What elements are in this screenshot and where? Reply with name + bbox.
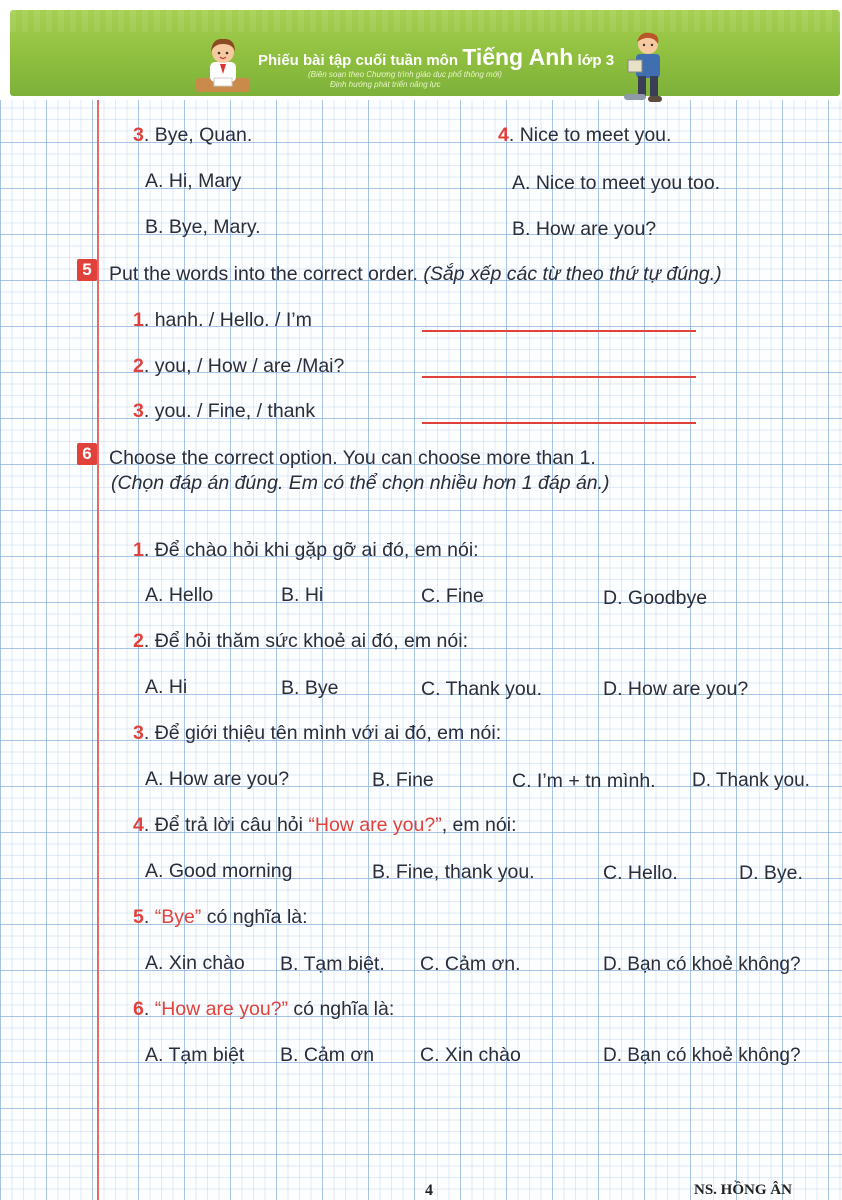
prev-q4-option-a: A. Nice to meet you too. — [512, 172, 721, 194]
ex6-q1-number: 1 — [133, 539, 144, 561]
prev-q3-text: . Bye, Quan. — [143, 124, 253, 146]
ex6-q2-option-c[interactable]: C. Thank you. — [421, 678, 543, 700]
ex6-q1-option-c[interactable]: C. Fine — [421, 585, 484, 607]
ex6-q6-option-d[interactable]: D. Bạn có khoẻ không? — [603, 1045, 801, 1066]
ex5-item-2 — [133, 355, 344, 378]
prev-q4 — [498, 124, 671, 147]
ex6-q4-quote: “How are you?” — [308, 814, 442, 836]
title-subject: Tiếng Anh — [462, 44, 574, 70]
page-number: 4 — [425, 1182, 433, 1199]
ex6-q5-text-post: có nghĩa là: — [201, 906, 308, 928]
ex6-instruction-en: Choose the correct option. You can choose more than 1. — [109, 447, 596, 469]
ex6-instruction-vi: (Chọn đáp án đúng. Em có thể chọn nhiều hơn 1 đáp án.) — [111, 472, 610, 494]
prev-q4-option-b: B. How are you? — [512, 218, 657, 240]
exercise-5-instruction — [109, 263, 722, 286]
ex6-q5-option-b[interactable]: B. Tạm biệt. — [280, 953, 385, 975]
ex6-q1 — [133, 539, 479, 562]
ex5-item-3-number: 3 — [133, 400, 144, 422]
ex6-q6-text-post: có nghĩa là: — [288, 998, 395, 1020]
ex6-q4-text-pre: . Để trả lời câu hỏi — [143, 814, 309, 836]
ex6-q5-option-c[interactable]: C. Cảm ơn. — [420, 953, 521, 975]
header-subtitle-1: (Biên soạn theo Chương trình giáo dục phổ thông mới) — [308, 70, 502, 79]
ex5-item-1-number: 1 — [133, 309, 144, 331]
ex6-q3-option-a[interactable]: A. How are you? — [145, 768, 290, 790]
prev-q4-number: 4 — [498, 124, 509, 146]
ex6-q5-number: 5 — [133, 906, 144, 928]
ex5-item-3-text: . you. / Fine, / thank — [143, 400, 316, 422]
ex6-q2-number: 2 — [133, 630, 144, 652]
ex6-q4-option-c[interactable]: C. Hello. — [603, 862, 678, 884]
ex5-instruction-en: Put the words into the correct order. — [109, 263, 424, 285]
ex6-q4 — [133, 814, 517, 837]
ex6-q1-option-b[interactable]: B. Hi — [281, 584, 324, 606]
ex6-q5-text-pre: . — [143, 906, 155, 928]
ex6-q4-option-b[interactable]: B. Fine, thank you. — [372, 861, 535, 883]
publisher-name: NS. HỒNG ÂN — [694, 1182, 792, 1198]
ex6-q5-option-d[interactable]: D. Bạn có khoẻ không? — [603, 954, 801, 975]
prev-q3-option-a: A. Hi, Mary — [145, 170, 242, 192]
ex6-q4-number: 4 — [133, 814, 144, 836]
exercise-5-badge: 5 — [77, 259, 97, 281]
ex6-q2 — [133, 630, 468, 653]
prev-q3-number: 3 — [133, 124, 144, 146]
ex6-q3-number: 3 — [133, 722, 144, 744]
margin-line — [97, 96, 99, 1200]
prev-q3-option-b: B. Bye, Mary. — [145, 216, 261, 238]
ex6-q4-option-a[interactable]: A. Good morning — [145, 860, 293, 882]
ex6-q4-option-d[interactable]: D. Bye. — [739, 862, 803, 884]
ex6-q6-text-pre: . — [143, 998, 155, 1020]
header — [0, 0, 842, 100]
ex6-q3-option-d[interactable]: D. Thank you. — [692, 770, 810, 791]
ex6-q6-option-c[interactable]: C. Xin chào — [420, 1044, 521, 1066]
ex6-q3-option-b[interactable]: B. Fine — [372, 769, 434, 791]
title-grade: lớp 3 — [573, 52, 615, 69]
boy-illustration — [616, 30, 676, 110]
ex5-item-1 — [133, 309, 312, 332]
ex6-q1-text: . Để chào hỏi khi gặp gỡ ai đó, em nói: — [143, 539, 479, 561]
ex5-item-1-text: . hanh. / Hello. / I’m — [143, 309, 312, 331]
ex5-item-2-text: . you, / How / are /Mai? — [143, 355, 345, 377]
title-part1: Phiếu bài tập cuối tuần môn — [258, 52, 463, 69]
ex6-q6 — [133, 998, 394, 1021]
girl-illustration — [192, 34, 254, 96]
ex6-q1-option-d[interactable]: D. Goodbye — [603, 587, 708, 609]
ex6-q2-option-a[interactable]: A. Hi — [145, 676, 188, 698]
ex5-item-3 — [133, 400, 315, 423]
ex6-q3-option-c[interactable]: C. I’m + tn mình. — [512, 770, 656, 792]
ex6-q3-text: . Để giới thiệu tên mình với ai đó, em nói: — [143, 722, 502, 744]
ex6-q5-quote: “Bye” — [154, 906, 202, 928]
ex6-q4-text-post: , em nói: — [441, 814, 517, 836]
answer-line-2[interactable] — [422, 376, 696, 378]
prev-q4-text: . Nice to meet you. — [508, 124, 672, 146]
ex6-q2-text: . Để hỏi thăm sức khoẻ ai đó, em nói: — [143, 630, 468, 652]
exercise-6-badge: 6 — [77, 443, 97, 465]
ex6-q5 — [133, 906, 308, 929]
answer-line-1[interactable] — [422, 330, 696, 332]
ex6-q5-option-a[interactable]: A. Xin chào — [145, 952, 245, 974]
ex6-q3 — [133, 722, 501, 745]
ex6-q2-option-b[interactable]: B. Bye — [281, 677, 339, 699]
worksheet-title — [258, 44, 614, 71]
ex6-q2-option-d[interactable]: D. How are you? — [603, 678, 749, 700]
answer-line-3[interactable] — [422, 422, 696, 424]
ex6-q6-option-b[interactable]: B. Cảm ơn — [280, 1044, 375, 1066]
prev-q3 — [133, 124, 252, 147]
ex6-q6-number: 6 — [133, 998, 144, 1020]
ex5-instruction-vi: (Sắp xếp các từ theo thứ tự đúng.) — [423, 263, 722, 285]
header-subtitle-2: Định hướng phát triển năng lực — [330, 80, 441, 89]
ex6-q1-option-a[interactable]: A. Hello — [145, 584, 214, 606]
ex5-item-2-number: 2 — [133, 355, 144, 377]
ex6-q6-quote: “How are you?” — [154, 998, 289, 1020]
ex6-q6-option-a[interactable]: A. Tạm biệt — [145, 1044, 245, 1066]
